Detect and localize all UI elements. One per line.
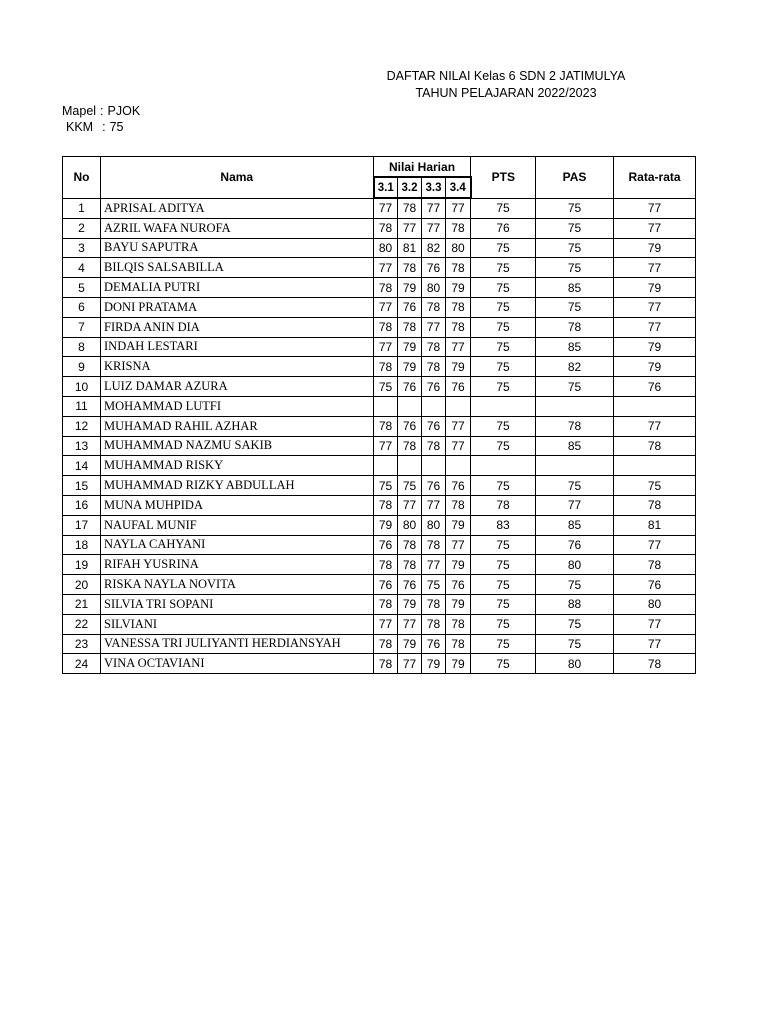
cell-nilai-3-2 bbox=[398, 396, 422, 416]
cell-nilai-3-2: 79 bbox=[398, 634, 422, 654]
cell-rata-rata: 80 bbox=[614, 594, 696, 614]
cell-no: 19 bbox=[63, 555, 101, 575]
cell-nilai-3-3 bbox=[422, 396, 446, 416]
cell-pas: 75 bbox=[536, 575, 614, 595]
cell-rata-rata: 77 bbox=[614, 535, 696, 555]
cell-nilai-3-2: 78 bbox=[398, 535, 422, 555]
cell-nilai-3-4 bbox=[446, 396, 471, 416]
cell-rata-rata: 77 bbox=[614, 416, 696, 436]
cell-no: 14 bbox=[63, 456, 101, 476]
cell-nilai-3-1: 76 bbox=[374, 535, 398, 555]
cell-nilai-3-2: 77 bbox=[398, 614, 422, 634]
cell-nilai-3-4: 79 bbox=[446, 654, 471, 674]
cell-nilai-3-2: 81 bbox=[398, 238, 422, 258]
cell-name: NAYLA CAHYANI bbox=[101, 535, 374, 555]
col-header-pts: PTS bbox=[471, 157, 536, 199]
cell-nilai-3-3: 77 bbox=[422, 317, 446, 337]
cell-nilai-3-4: 78 bbox=[446, 614, 471, 634]
grades-table bbox=[62, 156, 696, 674]
cell-rata-rata: 78 bbox=[614, 555, 696, 575]
cell-nilai-3-3: 76 bbox=[422, 634, 446, 654]
cell-no: 5 bbox=[63, 278, 101, 298]
document-title: DAFTAR NILAI Kelas 6 SDN 2 JATIMULYA bbox=[386, 69, 626, 83]
cell-nilai-3-1: 80 bbox=[374, 238, 398, 258]
cell-no: 10 bbox=[63, 377, 101, 397]
cell-nilai-3-4: 77 bbox=[446, 535, 471, 555]
cell-pas: 85 bbox=[536, 515, 614, 535]
cell-name: SILVIA TRI SOPANI bbox=[101, 594, 374, 614]
cell-pts: 75 bbox=[471, 436, 536, 456]
cell-pas: 78 bbox=[536, 416, 614, 436]
cell-pas: 85 bbox=[536, 337, 614, 357]
cell-nilai-3-3: 78 bbox=[422, 337, 446, 357]
table-row bbox=[63, 357, 696, 377]
cell-nilai-3-3: 77 bbox=[422, 555, 446, 575]
cell-name: VINA OCTAVIANI bbox=[101, 654, 374, 674]
cell-nilai-3-3: 75 bbox=[422, 575, 446, 595]
table-row bbox=[63, 594, 696, 614]
cell-name: BAYU SAPUTRA bbox=[101, 238, 374, 258]
cell-pts bbox=[471, 456, 536, 476]
cell-pts: 75 bbox=[471, 238, 536, 258]
cell-nilai-3-1: 77 bbox=[374, 614, 398, 634]
cell-pts: 75 bbox=[471, 297, 536, 317]
cell-name: MUHAMMAD RISKY bbox=[101, 456, 374, 476]
cell-nilai-3-3: 76 bbox=[422, 476, 446, 496]
cell-name: SILVIANI bbox=[101, 614, 374, 634]
cell-name: MUHAMAD RAHIL AZHAR bbox=[101, 416, 374, 436]
cell-name: DEMALIA PUTRI bbox=[101, 278, 374, 298]
cell-rata-rata: 79 bbox=[614, 357, 696, 377]
cell-nilai-3-2 bbox=[398, 456, 422, 476]
cell-nilai-3-3: 78 bbox=[422, 594, 446, 614]
cell-no: 15 bbox=[63, 476, 101, 496]
cell-nilai-3-4: 78 bbox=[446, 218, 471, 238]
cell-nilai-3-1: 77 bbox=[374, 258, 398, 278]
cell-name: RIFAH YUSRINA bbox=[101, 555, 374, 575]
cell-nilai-3-1: 78 bbox=[374, 416, 398, 436]
cell-name: MOHAMMAD LUTFI bbox=[101, 396, 374, 416]
cell-pts: 75 bbox=[471, 575, 536, 595]
cell-pts: 75 bbox=[471, 337, 536, 357]
cell-nilai-3-4: 78 bbox=[446, 317, 471, 337]
cell-pas: 75 bbox=[536, 377, 614, 397]
cell-nilai-3-1: 76 bbox=[374, 575, 398, 595]
cell-rata-rata: 78 bbox=[614, 654, 696, 674]
cell-nilai-3-4: 79 bbox=[446, 594, 471, 614]
cell-nilai-3-4: 78 bbox=[446, 634, 471, 654]
table-body bbox=[63, 198, 696, 674]
cell-rata-rata: 79 bbox=[614, 238, 696, 258]
col-header-nama: Nama bbox=[101, 157, 374, 199]
cell-name: VANESSA TRI JULIYANTI HERDIANSYAH bbox=[101, 634, 374, 654]
cell-nilai-3-3: 79 bbox=[422, 654, 446, 674]
cell-nilai-3-4: 79 bbox=[446, 515, 471, 535]
cell-nilai-3-1: 77 bbox=[374, 436, 398, 456]
cell-nilai-3-3 bbox=[422, 456, 446, 476]
cell-name: AZRIL WAFA NUROFA bbox=[101, 218, 374, 238]
cell-nilai-3-1: 78 bbox=[374, 317, 398, 337]
cell-nilai-3-3: 78 bbox=[422, 357, 446, 377]
cell-nilai-3-1 bbox=[374, 396, 398, 416]
cell-rata-rata: 79 bbox=[614, 278, 696, 298]
cell-rata-rata: 75 bbox=[614, 476, 696, 496]
cell-nilai-3-1: 78 bbox=[374, 278, 398, 298]
table-row bbox=[63, 614, 696, 634]
cell-nilai-3-2: 79 bbox=[398, 337, 422, 357]
cell-pts: 83 bbox=[471, 515, 536, 535]
cell-no: 11 bbox=[63, 396, 101, 416]
cell-pts: 75 bbox=[471, 416, 536, 436]
cell-nilai-3-1: 78 bbox=[374, 555, 398, 575]
cell-nilai-3-3: 78 bbox=[422, 297, 446, 317]
cell-name: MUNA MUHPIDA bbox=[101, 495, 374, 515]
cell-no: 16 bbox=[63, 495, 101, 515]
cell-nilai-3-1: 77 bbox=[374, 337, 398, 357]
cell-nilai-3-1: 75 bbox=[374, 476, 398, 496]
table-row bbox=[63, 495, 696, 515]
cell-rata-rata: 81 bbox=[614, 515, 696, 535]
col-header-nilai-harian: Nilai Harian bbox=[374, 157, 471, 178]
kkm-line bbox=[66, 119, 123, 136]
cell-rata-rata: 76 bbox=[614, 575, 696, 595]
cell-no: 2 bbox=[63, 218, 101, 238]
table-row bbox=[63, 555, 696, 575]
table-row bbox=[63, 297, 696, 317]
cell-nilai-3-1: 77 bbox=[374, 198, 398, 218]
cell-nilai-3-1: 78 bbox=[374, 654, 398, 674]
cell-name: NAUFAL MUNIF bbox=[101, 515, 374, 535]
col-header-3-4: 3.4 bbox=[446, 177, 471, 198]
cell-pts: 75 bbox=[471, 317, 536, 337]
col-header-3-3: 3.3 bbox=[422, 177, 446, 198]
cell-pts: 75 bbox=[471, 258, 536, 278]
cell-rata-rata: 78 bbox=[614, 436, 696, 456]
cell-no: 8 bbox=[63, 337, 101, 357]
table-row bbox=[63, 456, 696, 476]
cell-nilai-3-2: 77 bbox=[398, 495, 422, 515]
cell-pts: 75 bbox=[471, 198, 536, 218]
cell-nilai-3-2: 78 bbox=[398, 198, 422, 218]
cell-nilai-3-3: 77 bbox=[422, 218, 446, 238]
table-row bbox=[63, 198, 696, 218]
cell-nilai-3-1: 78 bbox=[374, 634, 398, 654]
table-row bbox=[63, 278, 696, 298]
cell-pts: 75 bbox=[471, 357, 536, 377]
cell-nilai-3-3: 78 bbox=[422, 535, 446, 555]
cell-nilai-3-3: 80 bbox=[422, 515, 446, 535]
cell-pts: 78 bbox=[471, 495, 536, 515]
mapel-line bbox=[62, 103, 140, 120]
cell-nilai-3-3: 77 bbox=[422, 198, 446, 218]
cell-nilai-3-4: 77 bbox=[446, 198, 471, 218]
cell-nilai-3-4: 78 bbox=[446, 495, 471, 515]
cell-no: 23 bbox=[63, 634, 101, 654]
kkm-value: 75 bbox=[109, 120, 124, 134]
cell-nilai-3-1: 78 bbox=[374, 594, 398, 614]
cell-pas: 85 bbox=[536, 278, 614, 298]
cell-pas: 75 bbox=[536, 238, 614, 258]
cell-nilai-3-4: 78 bbox=[446, 258, 471, 278]
mapel-separator: : bbox=[100, 104, 104, 118]
cell-no: 9 bbox=[63, 357, 101, 377]
cell-nilai-3-2: 78 bbox=[398, 317, 422, 337]
cell-nilai-3-3: 80 bbox=[422, 278, 446, 298]
cell-nilai-3-4: 79 bbox=[446, 278, 471, 298]
table-row bbox=[63, 337, 696, 357]
cell-pts: 75 bbox=[471, 476, 536, 496]
cell-nilai-3-1: 78 bbox=[374, 218, 398, 238]
cell-nilai-3-2: 79 bbox=[398, 357, 422, 377]
cell-rata-rata: 78 bbox=[614, 495, 696, 515]
mapel-value: PJOK bbox=[107, 104, 141, 118]
cell-no: 17 bbox=[63, 515, 101, 535]
cell-nilai-3-2: 75 bbox=[398, 476, 422, 496]
cell-pas: 75 bbox=[536, 218, 614, 238]
cell-pts: 75 bbox=[471, 555, 536, 575]
cell-nilai-3-1: 78 bbox=[374, 357, 398, 377]
cell-name: APRISAL ADITYA bbox=[101, 198, 374, 218]
table-row bbox=[63, 396, 696, 416]
cell-name: LUIZ DAMAR AZURA bbox=[101, 377, 374, 397]
cell-rata-rata bbox=[614, 396, 696, 416]
cell-nilai-3-3: 76 bbox=[422, 258, 446, 278]
col-header-rata-rata: Rata-rata bbox=[614, 157, 696, 199]
cell-name: INDAH LESTARI bbox=[101, 337, 374, 357]
cell-nilai-3-2: 80 bbox=[398, 515, 422, 535]
cell-nilai-3-1: 78 bbox=[374, 495, 398, 515]
cell-no: 1 bbox=[63, 198, 101, 218]
cell-no: 12 bbox=[63, 416, 101, 436]
cell-name: FIRDA ANIN DIA bbox=[101, 317, 374, 337]
cell-nilai-3-4: 79 bbox=[446, 357, 471, 377]
cell-nilai-3-1: 75 bbox=[374, 377, 398, 397]
table-row bbox=[63, 238, 696, 258]
cell-rata-rata: 79 bbox=[614, 337, 696, 357]
cell-rata-rata: 77 bbox=[614, 258, 696, 278]
table-row bbox=[63, 258, 696, 278]
cell-name: MUHAMMAD NAZMU SAKIB bbox=[101, 436, 374, 456]
cell-pts: 75 bbox=[471, 594, 536, 614]
table-row bbox=[63, 436, 696, 456]
cell-pas: 77 bbox=[536, 495, 614, 515]
cell-pts: 75 bbox=[471, 377, 536, 397]
cell-nilai-3-4: 79 bbox=[446, 555, 471, 575]
cell-pas: 76 bbox=[536, 535, 614, 555]
table-header bbox=[63, 157, 696, 199]
cell-pas: 80 bbox=[536, 654, 614, 674]
cell-pts: 76 bbox=[471, 218, 536, 238]
cell-rata-rata: 77 bbox=[614, 297, 696, 317]
cell-no: 24 bbox=[63, 654, 101, 674]
cell-nilai-3-3: 78 bbox=[422, 614, 446, 634]
cell-no: 13 bbox=[63, 436, 101, 456]
cell-pas: 75 bbox=[536, 634, 614, 654]
cell-name: KRISNA bbox=[101, 357, 374, 377]
table-row bbox=[63, 416, 696, 436]
cell-no: 18 bbox=[63, 535, 101, 555]
kkm-separator: : bbox=[102, 120, 106, 134]
cell-nilai-3-3: 76 bbox=[422, 416, 446, 436]
cell-no: 20 bbox=[63, 575, 101, 595]
cell-no: 3 bbox=[63, 238, 101, 258]
table-row bbox=[63, 515, 696, 535]
table-row bbox=[63, 654, 696, 674]
cell-nilai-3-1: 79 bbox=[374, 515, 398, 535]
cell-nilai-3-2: 76 bbox=[398, 575, 422, 595]
cell-pts: 75 bbox=[471, 535, 536, 555]
cell-no: 7 bbox=[63, 317, 101, 337]
cell-nilai-3-2: 76 bbox=[398, 416, 422, 436]
cell-no: 6 bbox=[63, 297, 101, 317]
cell-nilai-3-1: 77 bbox=[374, 297, 398, 317]
cell-pas bbox=[536, 396, 614, 416]
cell-rata-rata bbox=[614, 456, 696, 476]
cell-nilai-3-4: 76 bbox=[446, 377, 471, 397]
cell-pas bbox=[536, 456, 614, 476]
cell-pas: 75 bbox=[536, 476, 614, 496]
cell-nilai-3-1 bbox=[374, 456, 398, 476]
table-row bbox=[63, 377, 696, 397]
cell-nilai-3-3: 78 bbox=[422, 436, 446, 456]
cell-pas: 75 bbox=[536, 614, 614, 634]
cell-rata-rata: 76 bbox=[614, 377, 696, 397]
cell-nilai-3-2: 76 bbox=[398, 297, 422, 317]
cell-pas: 75 bbox=[536, 198, 614, 218]
cell-name: MUHAMMAD RIZKY ABDULLAH bbox=[101, 476, 374, 496]
cell-nilai-3-3: 76 bbox=[422, 377, 446, 397]
cell-no: 21 bbox=[63, 594, 101, 614]
cell-nilai-3-4: 76 bbox=[446, 476, 471, 496]
cell-no: 4 bbox=[63, 258, 101, 278]
table-row bbox=[63, 634, 696, 654]
cell-nilai-3-3: 77 bbox=[422, 495, 446, 515]
cell-name: DONI PRATAMA bbox=[101, 297, 374, 317]
cell-nilai-3-4: 77 bbox=[446, 416, 471, 436]
cell-pas: 78 bbox=[536, 317, 614, 337]
cell-pas: 82 bbox=[536, 357, 614, 377]
mapel-label: Mapel bbox=[62, 104, 97, 118]
cell-pas: 88 bbox=[536, 594, 614, 614]
cell-rata-rata: 77 bbox=[614, 198, 696, 218]
col-header-pas: PAS bbox=[536, 157, 614, 199]
cell-pts bbox=[471, 396, 536, 416]
cell-nilai-3-4: 80 bbox=[446, 238, 471, 258]
cell-rata-rata: 77 bbox=[614, 317, 696, 337]
table-row bbox=[63, 317, 696, 337]
cell-nilai-3-2: 76 bbox=[398, 377, 422, 397]
cell-rata-rata: 77 bbox=[614, 614, 696, 634]
cell-name: RISKA NAYLA NOVITA bbox=[101, 575, 374, 595]
cell-pts: 75 bbox=[471, 278, 536, 298]
cell-pas: 85 bbox=[536, 436, 614, 456]
cell-nilai-3-4: 77 bbox=[446, 337, 471, 357]
document-subtitle: TAHUN PELAJARAN 2022/2023 bbox=[415, 86, 597, 100]
cell-nilai-3-2: 77 bbox=[398, 218, 422, 238]
cell-name: BILQIS SALSABILLA bbox=[101, 258, 374, 278]
table-row bbox=[63, 535, 696, 555]
col-header-3-2: 3.2 bbox=[398, 177, 422, 198]
kkm-label: KKM bbox=[66, 120, 94, 134]
cell-nilai-3-2: 77 bbox=[398, 654, 422, 674]
table-row bbox=[63, 476, 696, 496]
cell-rata-rata: 77 bbox=[614, 218, 696, 238]
cell-nilai-3-4: 77 bbox=[446, 436, 471, 456]
cell-nilai-3-2: 79 bbox=[398, 278, 422, 298]
cell-nilai-3-4 bbox=[446, 456, 471, 476]
table-row bbox=[63, 575, 696, 595]
cell-pts: 75 bbox=[471, 614, 536, 634]
table-row bbox=[63, 218, 696, 238]
cell-pas: 80 bbox=[536, 555, 614, 575]
cell-rata-rata: 77 bbox=[614, 634, 696, 654]
cell-nilai-3-4: 76 bbox=[446, 575, 471, 595]
cell-pts: 75 bbox=[471, 654, 536, 674]
col-header-no: No bbox=[63, 157, 101, 199]
cell-nilai-3-3: 82 bbox=[422, 238, 446, 258]
cell-no: 22 bbox=[63, 614, 101, 634]
cell-nilai-3-2: 78 bbox=[398, 555, 422, 575]
cell-pas: 75 bbox=[536, 258, 614, 278]
cell-nilai-3-2: 79 bbox=[398, 594, 422, 614]
cell-nilai-3-2: 78 bbox=[398, 436, 422, 456]
cell-pts: 75 bbox=[471, 634, 536, 654]
col-header-3-1: 3.1 bbox=[374, 177, 398, 198]
cell-pas: 75 bbox=[536, 297, 614, 317]
cell-nilai-3-4: 78 bbox=[446, 297, 471, 317]
cell-nilai-3-2: 78 bbox=[398, 258, 422, 278]
